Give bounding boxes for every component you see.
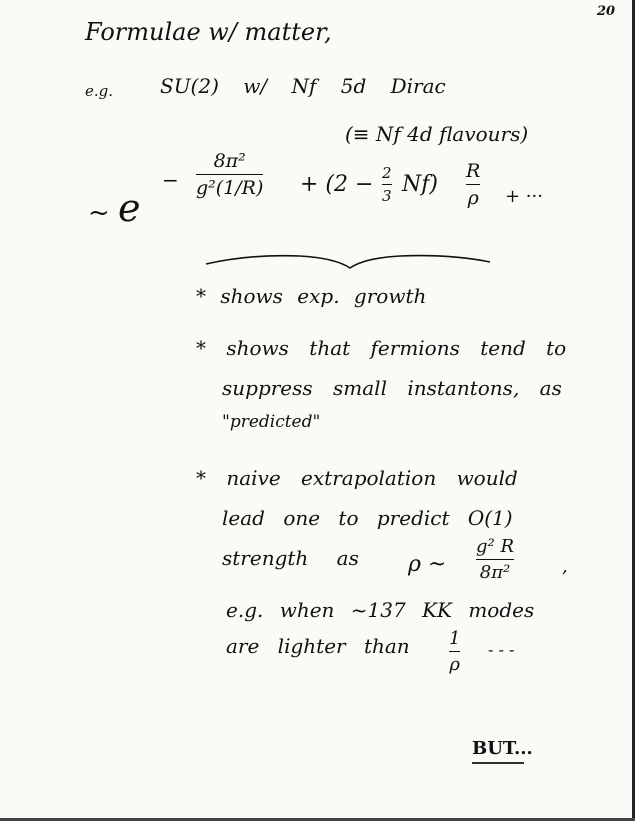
fraction-g2r-over-8pi2 [476,536,514,583]
but-underline [470,760,530,766]
bullet-extrapolation-line2: lead one to predict O(1) [222,506,513,530]
fraction-r-over-rho [466,160,480,209]
bullet-extrapolation-line5: are lighter than [226,634,410,658]
bullet-exp-growth: * shows exp. growth [196,284,427,308]
bullet-extrapolation-line4: e.g. when ~137 KK modes [226,598,535,622]
tilde-symbol: ~ [88,198,110,228]
page-number: 20 [597,4,616,19]
rho-approx: ρ ~ [408,552,447,577]
fraction-bar [382,184,392,185]
fraction-numerator: 2 [382,164,392,182]
trailing-dots: - - - [488,640,515,659]
closing-but: BUT... [472,738,533,759]
bullet-fermions-line1: * shows that fermions tend to [196,336,567,360]
fraction-bar [196,174,263,175]
page-heading: Formulae w/ matter, [85,18,332,46]
fraction-denominator: ρ [467,187,479,209]
example-eg: e.g. [85,82,114,100]
fraction-one-over-rho [449,628,460,675]
example-text: SU(2) w/ Nf 5d Dirac [160,74,446,98]
fraction-denominator: 8π² [479,562,511,583]
bullet-fermions-line2: suppress small instantons, as [222,376,562,400]
bullet-extrapolation-line3: strength as [222,546,359,570]
exp-minus: − [162,168,179,192]
fraction-bar [449,651,460,652]
fraction-numerator: g² R [476,536,515,557]
fraction-denominator: 3 [382,187,392,205]
underbrace [200,248,500,274]
formula-nf: Nf) [402,172,438,197]
bullet-fermions-line3: "predicted" [222,412,321,432]
fraction-denominator: g²(1/R) [196,177,264,199]
fraction-bar [466,184,480,185]
fraction-numerator: 1 [449,628,461,649]
fraction-numerator: 8π² [213,150,246,172]
fraction-denominator: ρ [449,654,461,675]
formula-middle: + (2 − [300,172,374,197]
fraction-bar [476,559,514,560]
example-paren: (≡ Nf 4d flavours) [345,122,529,146]
fraction-8pi2-over-g2 [196,150,263,199]
trailing-comma: , [562,556,568,577]
exp-base: e [118,186,141,230]
formula-tail: + ··· [505,186,543,207]
bullet-extrapolation-line1: * naive extrapolation would [196,466,518,490]
fraction-two-thirds [382,164,392,205]
fraction-numerator: R [466,160,481,182]
